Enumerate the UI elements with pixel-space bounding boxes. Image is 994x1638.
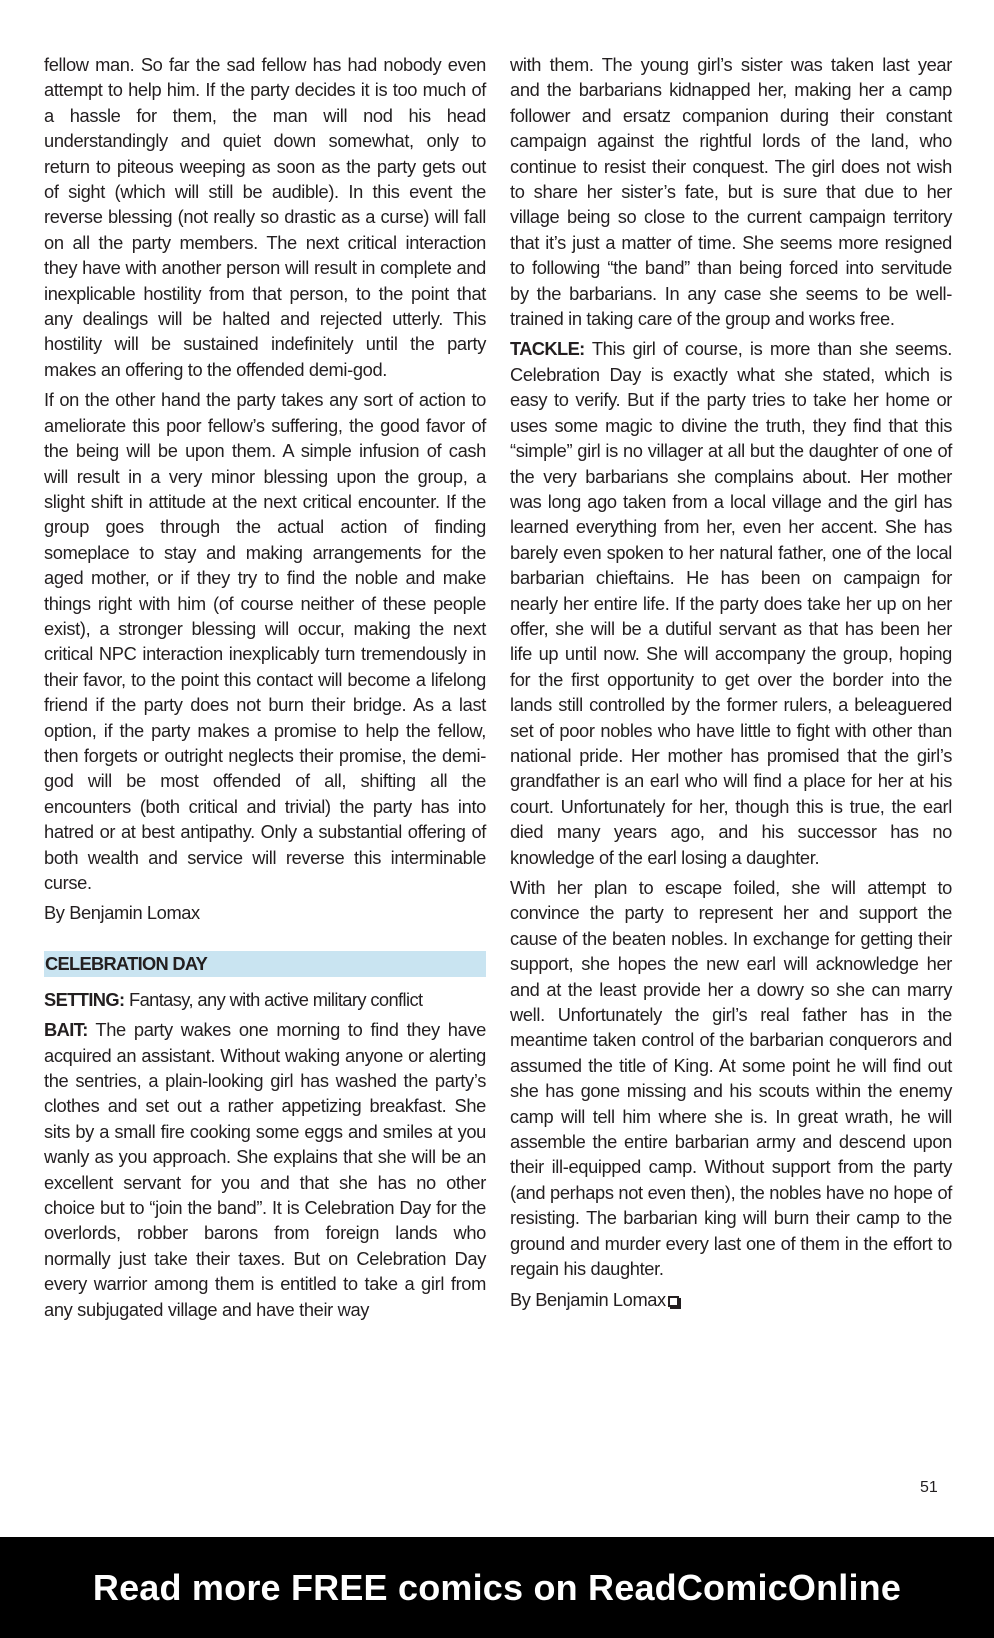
bait-paragraph	[44, 1017, 486, 1322]
author-byline: By Benjamin Lomax	[44, 902, 200, 924]
end-of-article-icon	[668, 1296, 679, 1307]
setting-text: Fantasy, any with active military conflict	[129, 988, 423, 1010]
section-heading: CELEBRATION DAY	[44, 951, 486, 977]
setting-line	[44, 987, 486, 1012]
tackle-text: This girl of course, is more than she seems. Celebration Day is exactly what she stated, which is easy to verify. But if the party tries to take her home or uses some magic to divine the truth, they find that this “simple” girl is no villager at all but the daughter of one of the very barbarians she complains about. Her mother was long ago taken from a local village and the girl has learned everything from her, even her accent. She has barely even spoken to her natural father, one of the local barbarian chieftains. He has been on campaign for nearly her entire life. If the party does take her up on her offer, she will be a dutiful servant as that has been her life up until now. She will accompany the group, hoping for the first opportunity to get over the border into the lands still controlled by the former rulers, a beleaguered set of poor nobles who have little to fight with other than national pride. Her mother has promised that the girl’s grandfather is an earl who will find a place for her at his court. Unfortunately for her, though this is true, the earl died many years ago, and his successor has no knowledge of the earl losing a daughter.	[510, 338, 952, 868]
body-paragraph: with them. The young girl’s sister was taken last year and the barbarians kidnapped her, making her a camp follower and ersatz companion during their constant campaign against the rightful lords of the land, who continue to resist their conquest. The girl does not wish to share her sister’s fate, but is sure that due to her village being so close to the current campaign territory that it’s just a matter of time. She seems more resigned to following “the band” than being forced into servitude by the barbarians. In any case she seems to be well-trained in taking care of the group and works free.	[510, 54, 952, 330]
body-paragraph: With her plan to escape foiled, she will attempt to convince the party to represent her and support the cause of the beaten nobles. In exchange for getting their support, she hopes the new earl will acknowledge her and at the least provide her a dowry so she can marry well. Unfortunately the girl’s real father has in the meantime taken control of the barbarian conquerors and assumed the title of King. At some point he will find out she has gone missing and his scouts within the enemy camp will tell him where she is. In great wrath, he will assemble the entire barbarian army and descend upon their ill-equipped camp. Without support from the party (and perhaps not even then), the nobles have no hope of resisting. The barbarian king will burn their camp to the ground and murder every last one of them in the effort to regain his daughter.	[510, 877, 952, 1280]
body-paragraph: fellow man. So far the sad fellow has had nobody even attempt to help him. If the party decides it is too much of a hassle for them, the man will nod his head understandingly and quiet down somewhat, only to return to piteous weeping as soon as the party gets out of sight (which will still be audible). In this event the reverse blessing (not really so drastic as a curse) will fall on all the party members. The next critical interaction they have with another person will result in complete and inexplicable hostility from that person, to the point that any dealings will be halted and rejected utterly. This hostility will be sustained indefinitely until the party makes an offering to the offended demi-god.	[44, 54, 486, 380]
byline-text: By Benjamin Lomax	[510, 1288, 666, 1310]
right-column	[510, 52, 952, 1317]
promo-banner[interactable]	[0, 1537, 994, 1638]
setting-label: SETTING:	[44, 988, 125, 1010]
body-paragraph: If on the other hand the party takes any sort of action to ameliorate this poor fellow’s suffering, the good favor of the being will be upon them. A simple infusion of cash will result in a very minor blessing upon the group, a slight shift in attitude at the next critical encounter. If the group goes through the actual action of finding someplace to stay and making arrangements for the aged mother, or if they try to find the noble and make things right with him (of course neither of these people exist), a stronger blessing will occur, making the next critical NPC interaction inexplicably turn tremendously in their favor, to the point this contact will become a lifelong friend if the party does not burn their bridge. As a last option, if the party makes a promise to help the fellow, then forgets or outright neglects their promise, the demi-god will be most offended of all, shifting all the encounters (both critical and trivial) the party has into hatred or at best antipathy. Only a substantial offering of both wealth and service will reverse this interminable curse.	[44, 389, 486, 893]
promo-banner-text[interactable]: Read more FREE comics on ReadComicOnline	[92, 1566, 902, 1608]
page-number: 51	[920, 1479, 938, 1496]
author-byline	[510, 1287, 952, 1312]
tackle-paragraph	[510, 336, 952, 870]
bait-label: BAIT:	[44, 1019, 88, 1041]
tackle-label: TACKLE:	[510, 338, 585, 360]
left-column	[44, 52, 486, 1327]
bait-text: The party wakes one morning to find they have acquired an assistant. Without waking anyone or alerting the sentries, a plain-looking girl has washed the party’s clothes and set out a rather appetizing breakfast. She sits by a small fire cooking some eggs and smiles at you wanly as you approach. She explains that she will be an excellent servant for you and that she has no other choice but to “join the band”. It is Celebration Day for the overlords, robber barons from foreign lands who normally just take their taxes. But on Celebration Day every warrior among them is entitled to take a girl from any subjugated village and have their way	[44, 1019, 486, 1320]
